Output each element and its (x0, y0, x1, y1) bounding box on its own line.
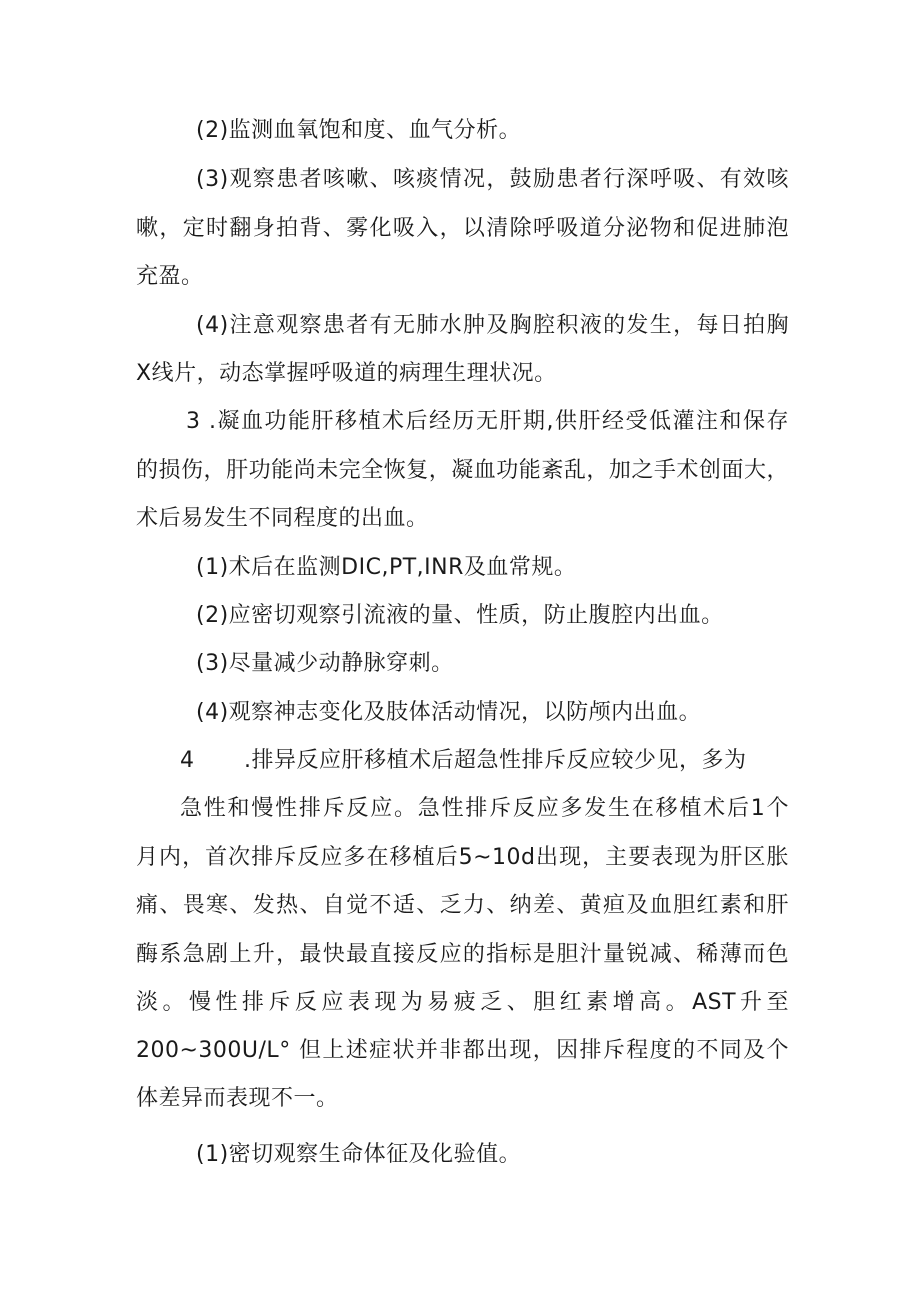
paragraph-line: (4)注意观察患者有无肺水肿及胸腔积液的发生，每日拍胸 (196, 313, 789, 338)
paragraph-line: 痛、畏寒、发热、自觉不适、乏力、纳差、黄疸及血胆红素和肝 (136, 893, 789, 918)
paragraph-line: 急性和慢性排斥反应。急性排斥反应多发生在移植术后1个 (180, 796, 789, 821)
paragraph-line: (2)应密切观察引流液的量、性质，防止腹腔内出血。 (196, 603, 724, 628)
section-number: 4 (180, 748, 195, 773)
paragraph-line: 体差异而表现不一。 (136, 1086, 339, 1111)
paragraph-line: 术后易发生不同程度的出血。 (136, 506, 429, 531)
paragraph-line: 月内，首次排斥反应多在移植后5~10d出现，主要表现为肝区胀 (136, 845, 789, 870)
paragraph-line: .排异反应肝移植术后超急性排斥反应较少见，多为 (244, 748, 747, 773)
paragraph-line: (2)监测血氧饱和度、血气分析。 (196, 118, 522, 143)
paragraph-line: X线片，动态掌握呼吸道的病理生理状况。 (136, 361, 557, 386)
paragraph-line: 的损伤，肝功能尚未完全恢复，凝血功能紊乱，加之手术创面大， (136, 458, 789, 483)
paragraph-line: 200~300U/L° 但上述症状并非都出现，因排斥程度的不同及个 (136, 1038, 789, 1063)
paragraph-line: 嗽，定时翻身拍背、雾化吸入，以清除呼吸道分泌物和促进肺泡 (136, 216, 789, 241)
paragraph-line: (3)观察患者咳嗽、咳痰情况，鼓励患者行深呼吸、有效咳 (196, 167, 789, 192)
paragraph-line: 充盈。 (136, 264, 204, 289)
paragraph-line: 3 .凝血功能肝移植术后经历无肝期,供肝经受低灌注和保存 (186, 409, 789, 434)
paragraph-line: (1)密切观察生命体征及化验值。 (196, 1142, 522, 1167)
paragraph-line: 淡。慢性排斥反应表现为易疲乏、胆红素增高。AST升至 (136, 990, 789, 1015)
paragraph-line: (1)术后在监测DIC,PT,INR及血常规。 (196, 555, 577, 580)
paragraph-line: 酶系急剧上升，最快最直接反应的指标是胆汁量锐减、稀薄而色 (136, 942, 789, 967)
paragraph-line: (3)尽量减少动静脉穿刺。 (196, 651, 454, 676)
paragraph-line: (4)观察神志变化及肢体活动情况，以防颅内出血。 (196, 700, 702, 725)
